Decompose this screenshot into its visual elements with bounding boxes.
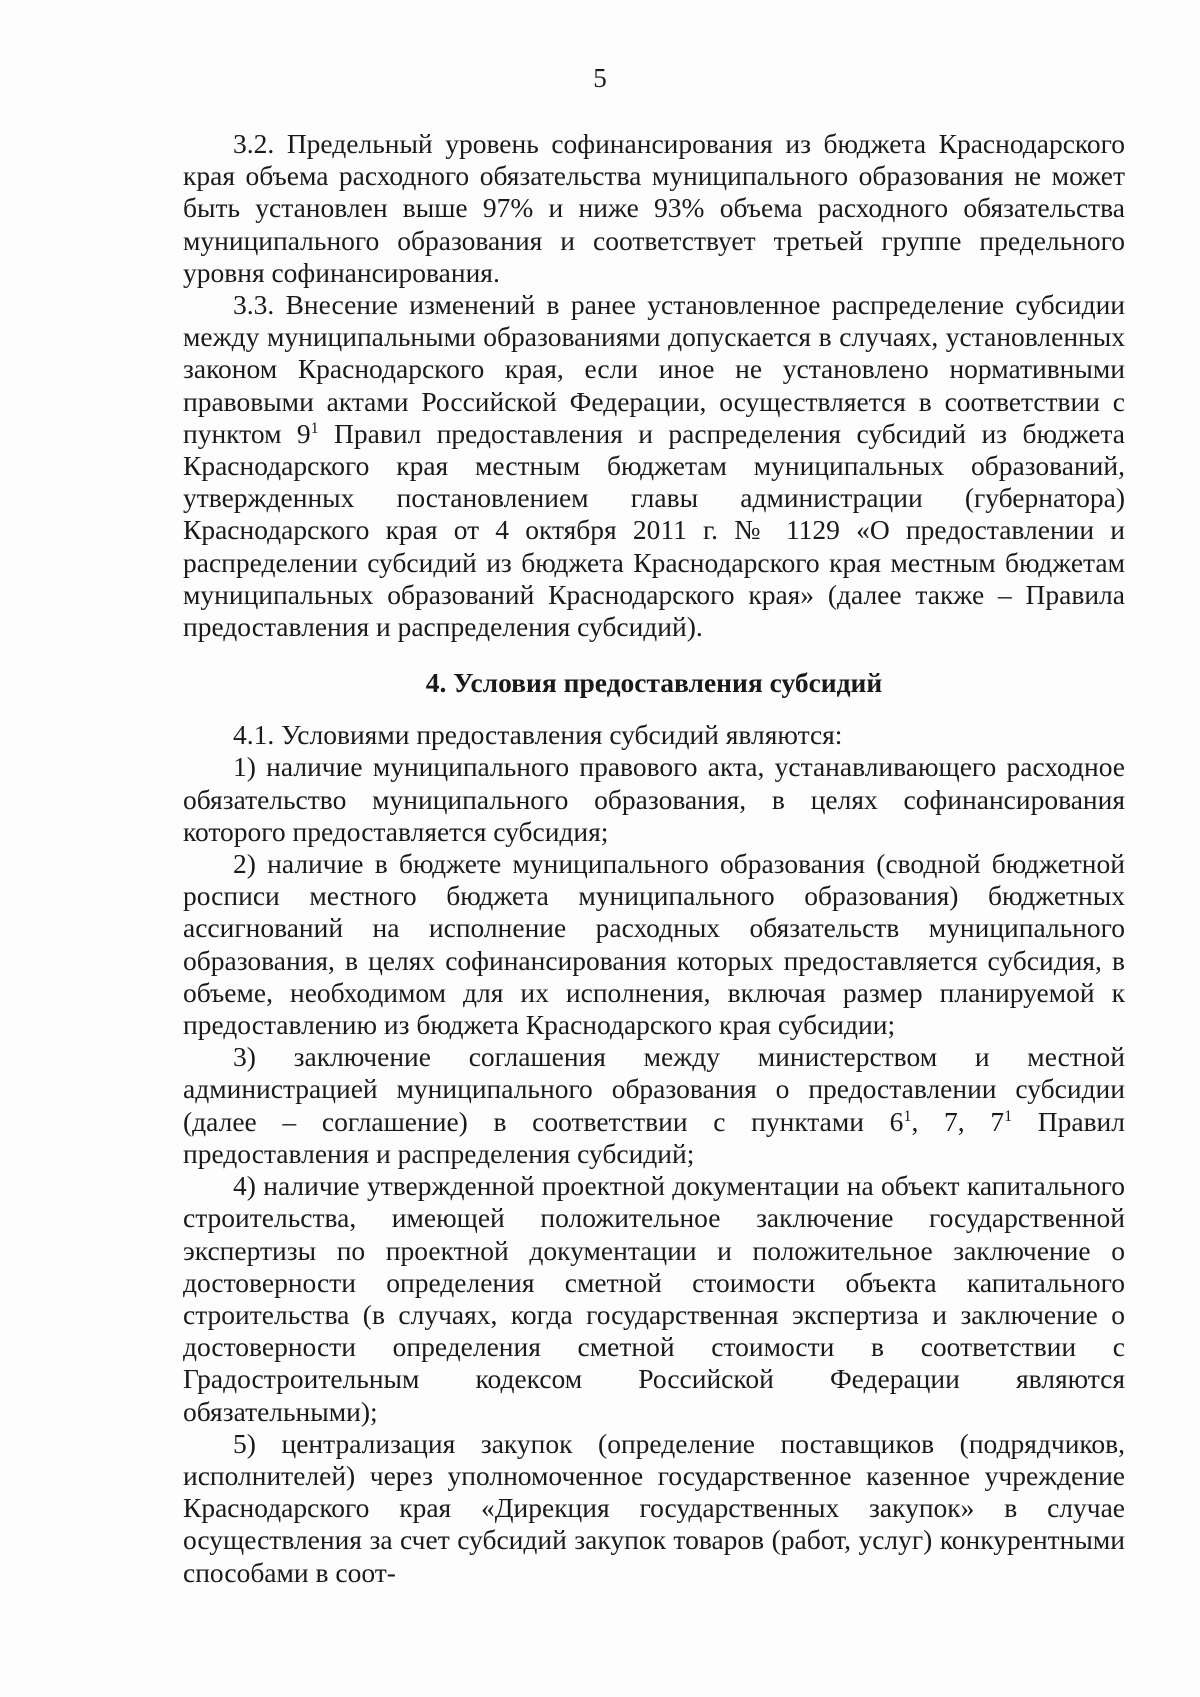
paragraph-3-2: 3.2. Предельный уровень софинансирования из бюджета Краснодарского края объема расходного обязательства муниципального образования не может быть установлен выше 97% и ниже 93% объема расходного обязательства муниципального образования и соответствует третьей группе предельного уровня софинансирования.	[183, 128, 1125, 288]
document-body	[183, 128, 1125, 1589]
paragraph-4-1: 4.1. Условиями предоставления субсидий являются:	[233, 719, 843, 751]
superscript: 1	[903, 1107, 912, 1125]
paragraph-3-3-text-2: Правил предоставления и распределения субсидий из бюджета Краснодарского края местным бюджетам муниципальных образований, утвержденных постановлением главы администрации (губернатора) Краснодарского края от 4 октября 2011 г. № 1129 «О предоставлении и распределении субсидий из бюджета Краснодарского края местным бюджетам муниципальных образований Краснодарского края» (далее также – Правила предоставления и распределения субсидий).	[183, 417, 1125, 643]
list-item-5: 5) централизация закупок (определение поставщиков (подрядчиков, исполнителей) через уполномоченное государственное казенное учреждение Краснодарского края «Дирекция государственных закупок» в случае осуществления за счет субсидий закупок товаров (работ, услуг) конкурентными способами в соот-	[183, 1427, 1125, 1588]
list-item-2: 2) наличие в бюджете муниципального образования (сводной бюджетной росписи местного бюджета муниципального образования) бюджетных ассигнований на исполнение расходных обязательств муниципального образования, в целях софинансирования которых предоставляется субсидия, в объеме, необходимом для их исполнения, включая размер планируемой к предоставлению из бюджета Краснодарского края субсидии;	[183, 848, 1125, 1041]
list-item-1: 1) наличие муниципального правового акта, устанавливающего расходное обязательство муниципального образования, в целях софинансирования которого предоставляется субсидия;	[183, 751, 1125, 847]
list-item-3-text-2: , 7, 7	[911, 1105, 1005, 1137]
page-number: 5	[593, 63, 607, 93]
paragraph-3-3	[183, 289, 1125, 643]
section-heading: 4. Условия предоставления субсидий	[425, 667, 883, 699]
superscript: 1	[1004, 1107, 1013, 1125]
paragraph-3-3-text-1: 3.3. Внесение изменений в ранее установленное распределение субсидии между муниципальными образованиями допускается в случаях, установленных законом Краснодарского края, если иное не установлено нормативными правовыми актами Российской Федерации, осуществляется в соответствии с пунктом 9	[183, 289, 1125, 449]
superscript: 1	[310, 419, 319, 437]
list-item-3-text-1: 3) заключение соглашения между министерством и местной администрацией муниципального образования о предоставлении субсидии (далее – соглашение) в соответствии с пунктами 6	[183, 1041, 1125, 1137]
list-item-4: 4) наличие утвержденной проектной документации на объект капитального строительства, имеющей положительное заключение государственной экспертизы по проектной документации и положительное заключение о достоверности определения сметной стоимости объекта капитального строительства (в случаях, когда государственная экспертиза и заключение о достоверности определения сметной стоимости в соответствии с Градостроительным кодексом Российской Федерации являются обязательными);	[183, 1170, 1125, 1427]
list-item-3	[183, 1041, 1125, 1170]
list-item-3-text-3: Правил предоставления и распределения субсидий;	[183, 1105, 1125, 1169]
